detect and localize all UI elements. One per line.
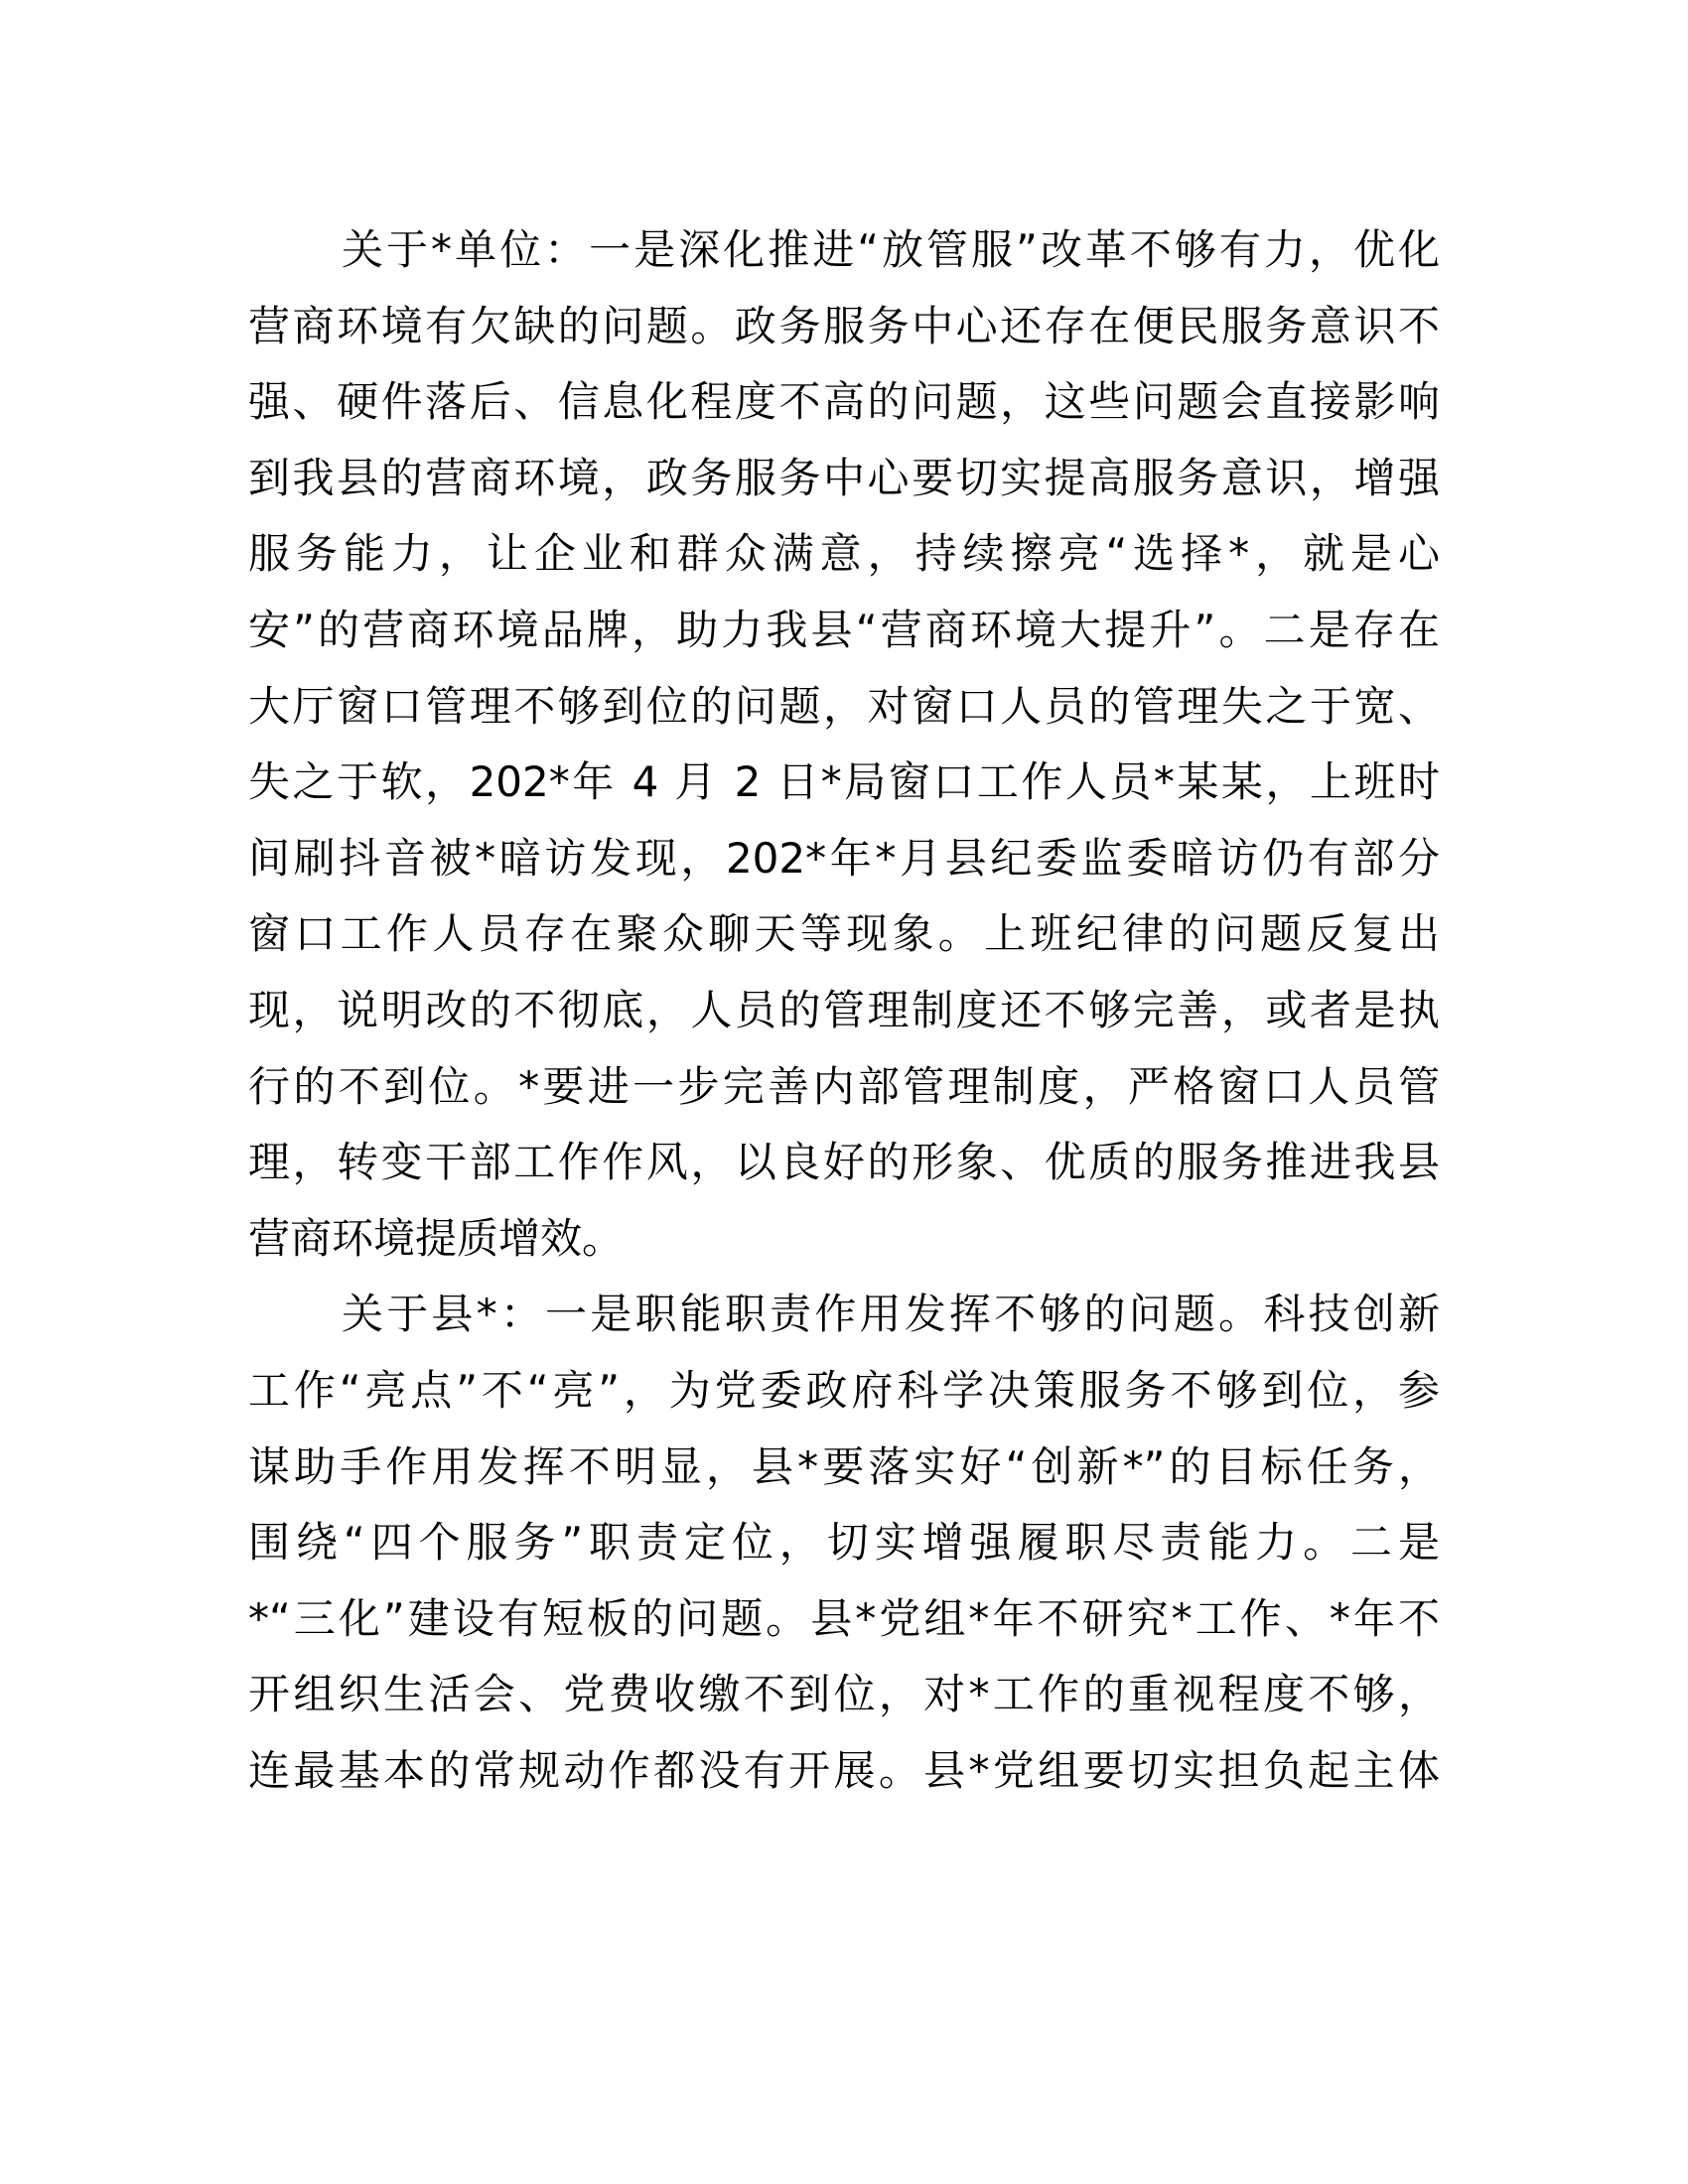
text-line: 行的不到位。*要进一步完善内部管理制度，严格窗口人员管 [248, 1061, 1440, 1111]
text-line: 失之于软，202*年 4 月 2 日*局窗口工作人员*某某，上班时 [248, 757, 1440, 807]
text-line: 窗口工作人员存在聚众聊天等现象。上班纪律的问题反复出 [248, 909, 1440, 959]
text-line: 服务能力，让企业和群众满意，持续擦亮“选择*，就是心 [248, 529, 1440, 579]
text-line: 到我县的营商环境，政务服务中心要切实提高服务意识，增强 [248, 453, 1440, 502]
text-line: 间刷抖音被*暗访发现，202*年*月县纪委监委暗访仍有部分 [248, 833, 1440, 883]
text-line: 强、硬件落后、信息化程度不高的问题，这些问题会直接影响 [248, 377, 1440, 427]
paragraph-unit-issues [248, 212, 1440, 1277]
text-line: 现，说明改的不彻底，人员的管理制度还不够完善，或者是执 [248, 985, 1440, 1034]
text-line: *“三化”建设有短板的问题。县*党组*年不研究*工作、*年不 [248, 1593, 1440, 1643]
document-body [248, 212, 1440, 1809]
text-line: 营商环境有欠缺的问题。政务服务中心还存在便民服务意识不 [248, 301, 1440, 350]
text-line: 营商环境提质增效。 [248, 1213, 625, 1263]
text-line: 关于*单位：一是深化推进“放管服”改革不够有力，优化 [342, 225, 1440, 274]
text-line: 理，转变干部工作作风，以良好的形象、优质的服务推进我县 [248, 1138, 1440, 1187]
text-line: 安”的营商环境品牌，助力我县“营商环境大提升”。二是存在 [248, 605, 1440, 654]
text-line: 连最基本的常规动作都没有开展。县*党组要切实担负起主体 [248, 1745, 1440, 1795]
text-line: 围绕“四个服务”职责定位，切实增强履职尽责能力。二是 [248, 1518, 1440, 1568]
text-line: 大厅窗口管理不够到位的问题，对窗口人员的管理失之于宽、 [248, 681, 1440, 731]
text-line: 关于县*：一是职能职责作用发挥不够的问题。科技创新 [342, 1290, 1440, 1339]
text-line: 谋助手作用发挥不明显，县*要落实好“创新*”的目标任务， [248, 1441, 1440, 1491]
paragraph-county-issues [248, 1277, 1440, 1809]
text-line: 工作“亮点”不“亮”，为党委政府科学决策服务不够到位，参 [248, 1365, 1440, 1415]
text-line: 开组织生活会、党费收缴不到位，对*工作的重视程度不够， [248, 1670, 1440, 1719]
